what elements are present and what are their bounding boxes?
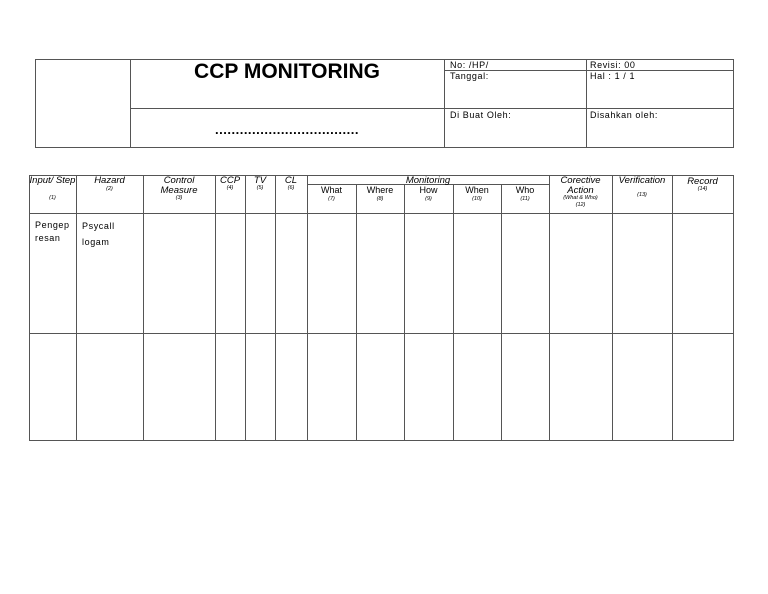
- col-record: Record: [687, 176, 718, 187]
- col-hazard: Hazard: [94, 175, 125, 186]
- col-where-num: (8): [376, 196, 384, 202]
- col-what-num: (7): [328, 196, 335, 202]
- col-corective-action-num: (What & Who) (12): [563, 195, 598, 209]
- col-when: When: [465, 185, 489, 195]
- col-what: What: [320, 185, 342, 195]
- signature-dots: ...................................: [215, 122, 359, 137]
- row-1-hazard: Psycall logam: [82, 221, 115, 247]
- col-input-step: Input/ Step: [29, 175, 76, 186]
- col-cl-num: (6): [287, 185, 295, 191]
- page-label: Hal : 1 / 1: [590, 71, 636, 81]
- col-monitoring: Monitoring: [405, 175, 451, 186]
- col-tv: TV: [253, 175, 267, 186]
- col-tv-num: (5): [256, 185, 264, 191]
- col-when-num: (10): [472, 196, 482, 202]
- col-control-measure-num: (3): [175, 195, 183, 201]
- col-hazard-num: (2): [106, 186, 113, 192]
- col-ccp-num: (4): [226, 185, 234, 191]
- col-how: How: [419, 185, 438, 195]
- date-label: Tanggal:: [450, 71, 489, 81]
- col-corective-action: Corective Action: [560, 175, 601, 196]
- col-input-step-num: (1): [49, 195, 56, 201]
- col-control-measure: Control Measure: [160, 175, 198, 196]
- col-verification: Verification: [618, 175, 666, 186]
- col-how-num: (9): [425, 196, 432, 202]
- revision-label: Revisi: 00: [590, 60, 636, 70]
- col-ccp: CCP: [219, 175, 241, 186]
- col-who-num: (11): [520, 196, 530, 202]
- row-1-step: Pengep resan: [35, 220, 70, 243]
- col-where: Where: [366, 185, 394, 195]
- made-by-label: Di Buat Oleh:: [450, 110, 512, 120]
- col-record-num: (14): [697, 186, 708, 192]
- col-verification-num: (13): [637, 192, 647, 198]
- document-title: CCP MONITORING: [194, 60, 380, 83]
- col-cl: CL: [284, 175, 298, 186]
- approved-by-label: Disahkan oleh:: [590, 110, 658, 120]
- col-who: Who: [515, 185, 535, 195]
- doc-number-label: No: /HP/: [450, 60, 489, 70]
